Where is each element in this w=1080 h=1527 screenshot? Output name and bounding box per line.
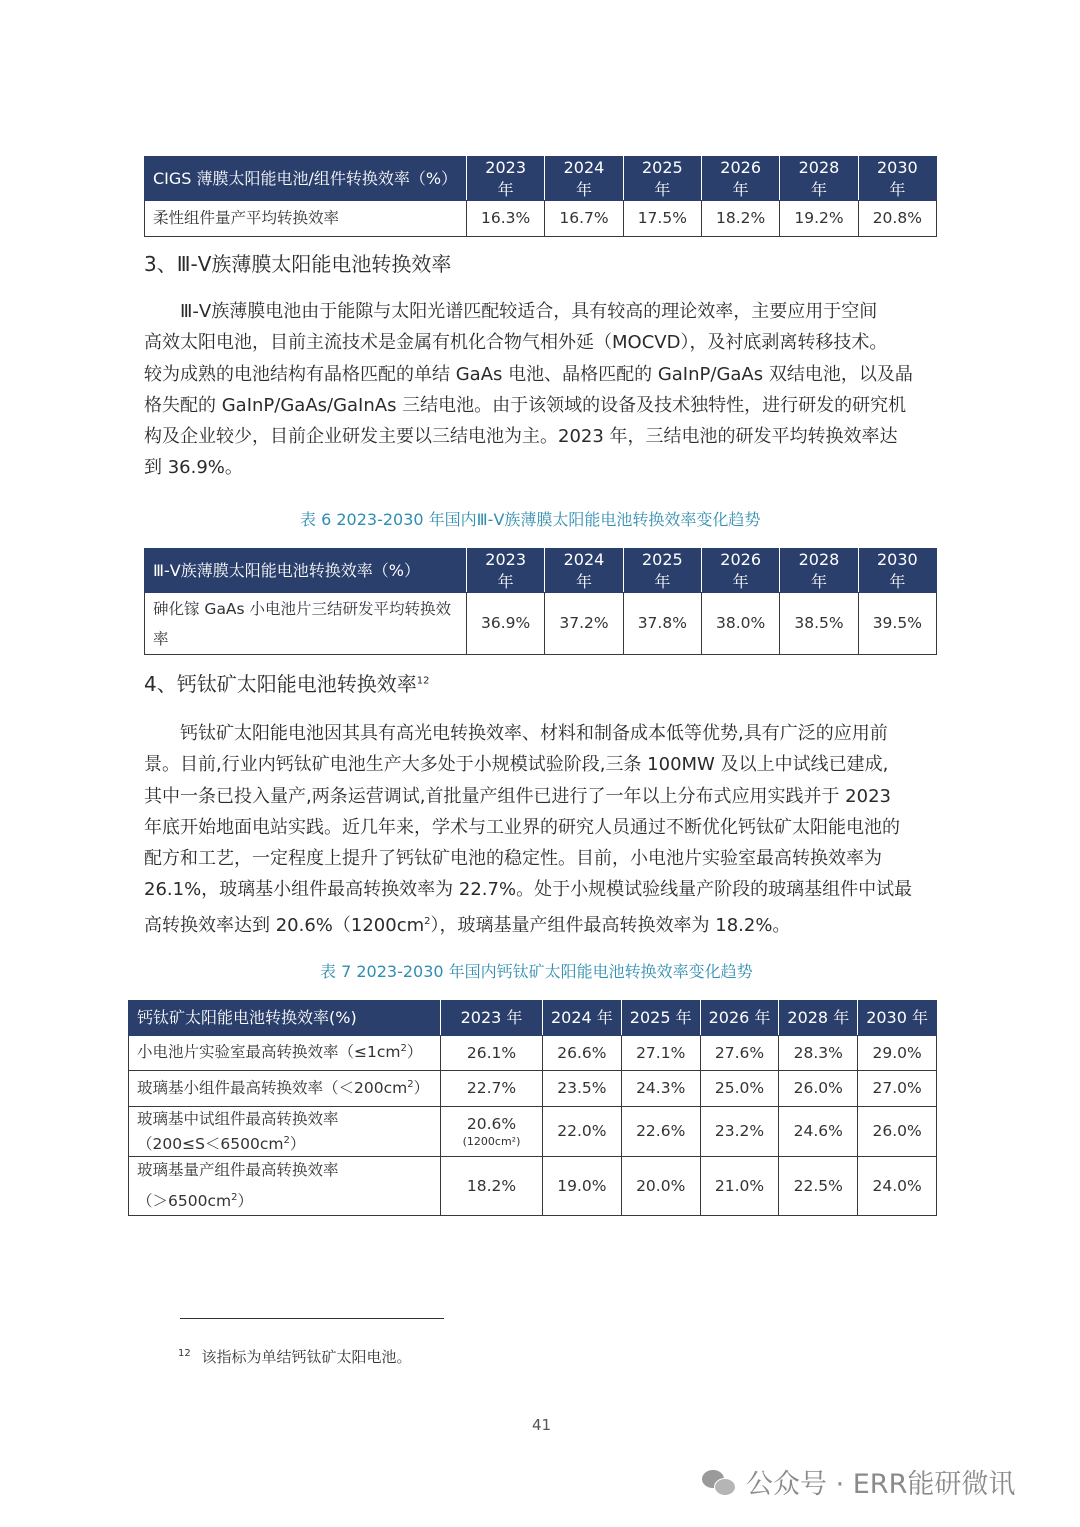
row-label bbox=[129, 1107, 441, 1157]
table-cell: 36.9% bbox=[467, 593, 545, 655]
paragraph-line: 26.1%，玻璃基小组件最高转换效率为 22.7%。处于小规模试验线量产阶段的玻璃基组件中试最 bbox=[144, 879, 913, 901]
table-cell: 38.0% bbox=[701, 593, 779, 655]
table-cell: 16.3% bbox=[467, 201, 545, 237]
paragraph-line bbox=[144, 906, 936, 941]
table-row bbox=[145, 593, 937, 655]
table-cell: 39.5% bbox=[858, 593, 936, 655]
table-cell: 19.0% bbox=[543, 1157, 622, 1216]
paragraph-line: 年底开始地面电站实践。近几年来，学术与工业界的研究人员通过不断优化钙钛矿太阳能电池的 bbox=[144, 816, 900, 838]
table-cell: 37.8% bbox=[623, 593, 701, 655]
table-header-cell: 钙钛矿太阳能电池转换效率(%) bbox=[129, 1001, 441, 1036]
row-label bbox=[129, 1036, 441, 1071]
footnote bbox=[178, 1346, 412, 1367]
paragraph-line: 配方和工艺，一定程度上提升了钙钛矿电池的稳定性。目前，小电池片实验室最高转换效率为 bbox=[144, 848, 882, 870]
table-header-cell: 2026 年 bbox=[700, 1001, 779, 1036]
table-header-cell: 2023 年 bbox=[467, 549, 545, 593]
footnote-number: 12 bbox=[178, 1348, 191, 1359]
table-row bbox=[145, 201, 937, 237]
table-cell: 22.5% bbox=[779, 1157, 858, 1216]
table-cell: 24.0% bbox=[858, 1157, 937, 1216]
table-cell: 18.2% bbox=[441, 1157, 543, 1216]
table-cell: 22.7% bbox=[441, 1071, 543, 1107]
table-cell: 20.0% bbox=[621, 1157, 700, 1216]
table-header-cell: 2024 年 bbox=[545, 549, 623, 593]
table-header-cell: CIGS 薄膜太阳能电池/组件转换效率（%） bbox=[145, 157, 467, 201]
table-row bbox=[129, 1107, 937, 1157]
table-cell: 27.1% bbox=[621, 1036, 700, 1071]
table-7-caption: 表 7 2023-2030 年国内钙钛矿太阳能电池转换效率变化趋势 bbox=[320, 962, 753, 981]
superscript: 2 bbox=[231, 1192, 238, 1203]
watermark bbox=[702, 1462, 1015, 1501]
table-header-cell: 2028 年 bbox=[780, 157, 858, 201]
table-cell: 27.0% bbox=[858, 1071, 937, 1107]
iii-v-efficiency-table bbox=[144, 548, 937, 655]
row-label bbox=[129, 1071, 441, 1107]
superscript: 2 bbox=[283, 1134, 290, 1146]
row-label bbox=[129, 1157, 441, 1216]
footnote-text: 该指标为单结钙钛矿太阳电池。 bbox=[201, 1348, 412, 1366]
paragraph-line: 构及企业较少，目前企业研发主要以三结电池为主。2023 年，三结电池的研发平均转换效率达 bbox=[144, 426, 898, 448]
table-row bbox=[129, 1071, 937, 1107]
table-cell: 25.0% bbox=[700, 1071, 779, 1107]
table-cell: 28.3% bbox=[779, 1036, 858, 1071]
label-text: 玻璃基量产组件最高转换效率 bbox=[137, 1161, 339, 1179]
label-text: 玻璃基中试组件最高转换效率 bbox=[137, 1109, 339, 1128]
table-6-caption: 表 6 2023-2030 年国内Ⅲ-Ⅴ族薄膜太阳能电池转换效率变化趋势 bbox=[300, 510, 761, 529]
table-cell: 29.0% bbox=[858, 1036, 937, 1071]
table-header-cell: 2023 年 bbox=[467, 157, 545, 201]
table-cell: 20.8% bbox=[858, 201, 936, 237]
paragraph-line: 其中一条已投入量产,两条运营调试,首批量产组件已进行了一年以上分布式应用实践并于 2023 bbox=[144, 785, 891, 807]
label-text: ） bbox=[413, 1079, 430, 1098]
table-header-row bbox=[129, 1001, 937, 1036]
table-cell: 16.7% bbox=[545, 201, 623, 237]
label-text: ） bbox=[406, 1043, 423, 1062]
paragraph-line: 格失配的 GaInP/GaAs/GaInAs 三结电池。由于该领域的设备及技术独特性，进行研发的研究机 bbox=[144, 394, 907, 416]
table-cell: 22.6% bbox=[621, 1107, 700, 1157]
table-header-cell: 2023 年 bbox=[441, 1001, 543, 1036]
table-header-cell: 2025 年 bbox=[621, 1001, 700, 1036]
superscript: 2 bbox=[424, 915, 431, 927]
table-header-cell: 2028 年 bbox=[780, 549, 858, 593]
cell-value: 20.6% bbox=[466, 1115, 517, 1134]
paragraph-line: Ⅲ-Ⅴ族薄膜电池由于能隙与太阳光谱匹配较适合，具有较高的理论效率，主要应用于空间 bbox=[180, 301, 878, 322]
table-header-cell: 2025 年 bbox=[623, 549, 701, 593]
table-header-cell: 2026 年 bbox=[701, 157, 779, 201]
table-cell bbox=[441, 1107, 543, 1157]
label-text: ） bbox=[289, 1135, 306, 1154]
perovskite-efficiency-table bbox=[128, 1000, 937, 1216]
paragraph-line: 高效太阳电池，目前主流技术是金属有机化合物气相外延（MOCVD），及衬底剥离转移技术。 bbox=[144, 332, 888, 354]
line-text: ），玻璃基量产组件最高转换效率为 18.2%。 bbox=[430, 914, 791, 936]
table-cell: 26.1% bbox=[441, 1036, 543, 1071]
table-header-row bbox=[145, 549, 937, 593]
table-header-cell: 2025 年 bbox=[623, 157, 701, 201]
table-header-cell: 2030 年 bbox=[858, 549, 936, 593]
row-label: 柔性组件量产平均转换效率 bbox=[145, 201, 467, 237]
table-cell: 27.6% bbox=[700, 1036, 779, 1071]
footnote-divider bbox=[180, 1318, 444, 1319]
page-number: 41 bbox=[532, 1416, 552, 1434]
row-label: 砷化镓 GaAs 小电池片三结研发平均转换效率 bbox=[145, 593, 467, 655]
table-cell: 22.0% bbox=[543, 1107, 622, 1157]
table-cell: 19.2% bbox=[780, 201, 858, 237]
paragraph-line: 到 36.9%。 bbox=[144, 457, 243, 479]
section-3-paragraph bbox=[144, 296, 936, 484]
footnote-ref: 12 bbox=[416, 675, 430, 687]
line-text: 高转换效率达到 20.6%（1200cm bbox=[144, 914, 425, 936]
section-3-heading: 3、Ⅲ-Ⅴ族薄膜太阳能电池转换效率 bbox=[144, 252, 452, 276]
table-cell: 37.2% bbox=[545, 593, 623, 655]
table-header-cell: 2026 年 bbox=[701, 549, 779, 593]
table-cell: 18.2% bbox=[701, 201, 779, 237]
superscript: 2 bbox=[400, 1043, 407, 1055]
watermark-text: 公众号 · ERR能研微讯 bbox=[746, 1469, 1016, 1500]
table-cell: 26.6% bbox=[543, 1036, 622, 1071]
table-cell: 26.0% bbox=[858, 1107, 937, 1157]
table-cell: 26.0% bbox=[779, 1071, 858, 1107]
cigs-efficiency-table bbox=[144, 156, 937, 237]
table-cell: 38.5% bbox=[780, 593, 858, 655]
cell-note: (1200cm²) bbox=[462, 1135, 521, 1149]
paragraph-line: 钙钛矿太阳能电池因其具有高光电转换效率、材料和制备成本低等优势,具有广泛的应用前 bbox=[180, 723, 888, 744]
table-cell: 23.5% bbox=[543, 1071, 622, 1107]
table-header-cell: 2030 年 bbox=[858, 157, 936, 201]
paragraph-line: 较为成熟的电池结构有晶格匹配的单结 GaAs 电池、晶格匹配的 GaInP/GaAs 双结电池，以及晶 bbox=[144, 363, 913, 385]
label-text: 小电池片实验室最高转换效率（≤1cm bbox=[137, 1043, 401, 1062]
heading-text: 4、钙钛矿太阳能电池转换效率 bbox=[144, 672, 417, 696]
paragraph-line: 景。目前,行业内钙钛矿电池生产大多处于小规模试验阶段,三条 100MW 及以上中试线已建成, bbox=[144, 754, 889, 776]
table-cell: 17.5% bbox=[623, 201, 701, 237]
superscript: 2 bbox=[407, 1078, 414, 1090]
table-row bbox=[129, 1036, 937, 1071]
section-4-heading bbox=[144, 668, 429, 697]
wechat-icon bbox=[702, 1468, 736, 1496]
table-cell: 24.3% bbox=[621, 1071, 700, 1107]
table-header-cell: 2030 年 bbox=[858, 1001, 937, 1036]
table-cell: 23.2% bbox=[700, 1107, 779, 1157]
table-row bbox=[129, 1157, 937, 1216]
label-text: （200≤S＜6500cm bbox=[137, 1135, 284, 1154]
table-header-cell: Ⅲ-Ⅴ族薄膜太阳能电池转换效率（%） bbox=[145, 549, 467, 593]
table-header-cell: 2024 年 bbox=[543, 1001, 622, 1036]
label-text: （＞6500cm bbox=[137, 1192, 232, 1211]
table-cell: 21.0% bbox=[700, 1157, 779, 1216]
label-text: ） bbox=[237, 1192, 253, 1211]
table-header-cell: 2028 年 bbox=[779, 1001, 858, 1036]
table-cell: 24.6% bbox=[779, 1107, 858, 1157]
label-text: 玻璃基小组件最高转换效率（＜200cm bbox=[137, 1079, 408, 1098]
table-header-cell: 2024 年 bbox=[545, 157, 623, 201]
section-4-paragraph bbox=[144, 718, 936, 941]
table-header-row bbox=[145, 157, 937, 201]
